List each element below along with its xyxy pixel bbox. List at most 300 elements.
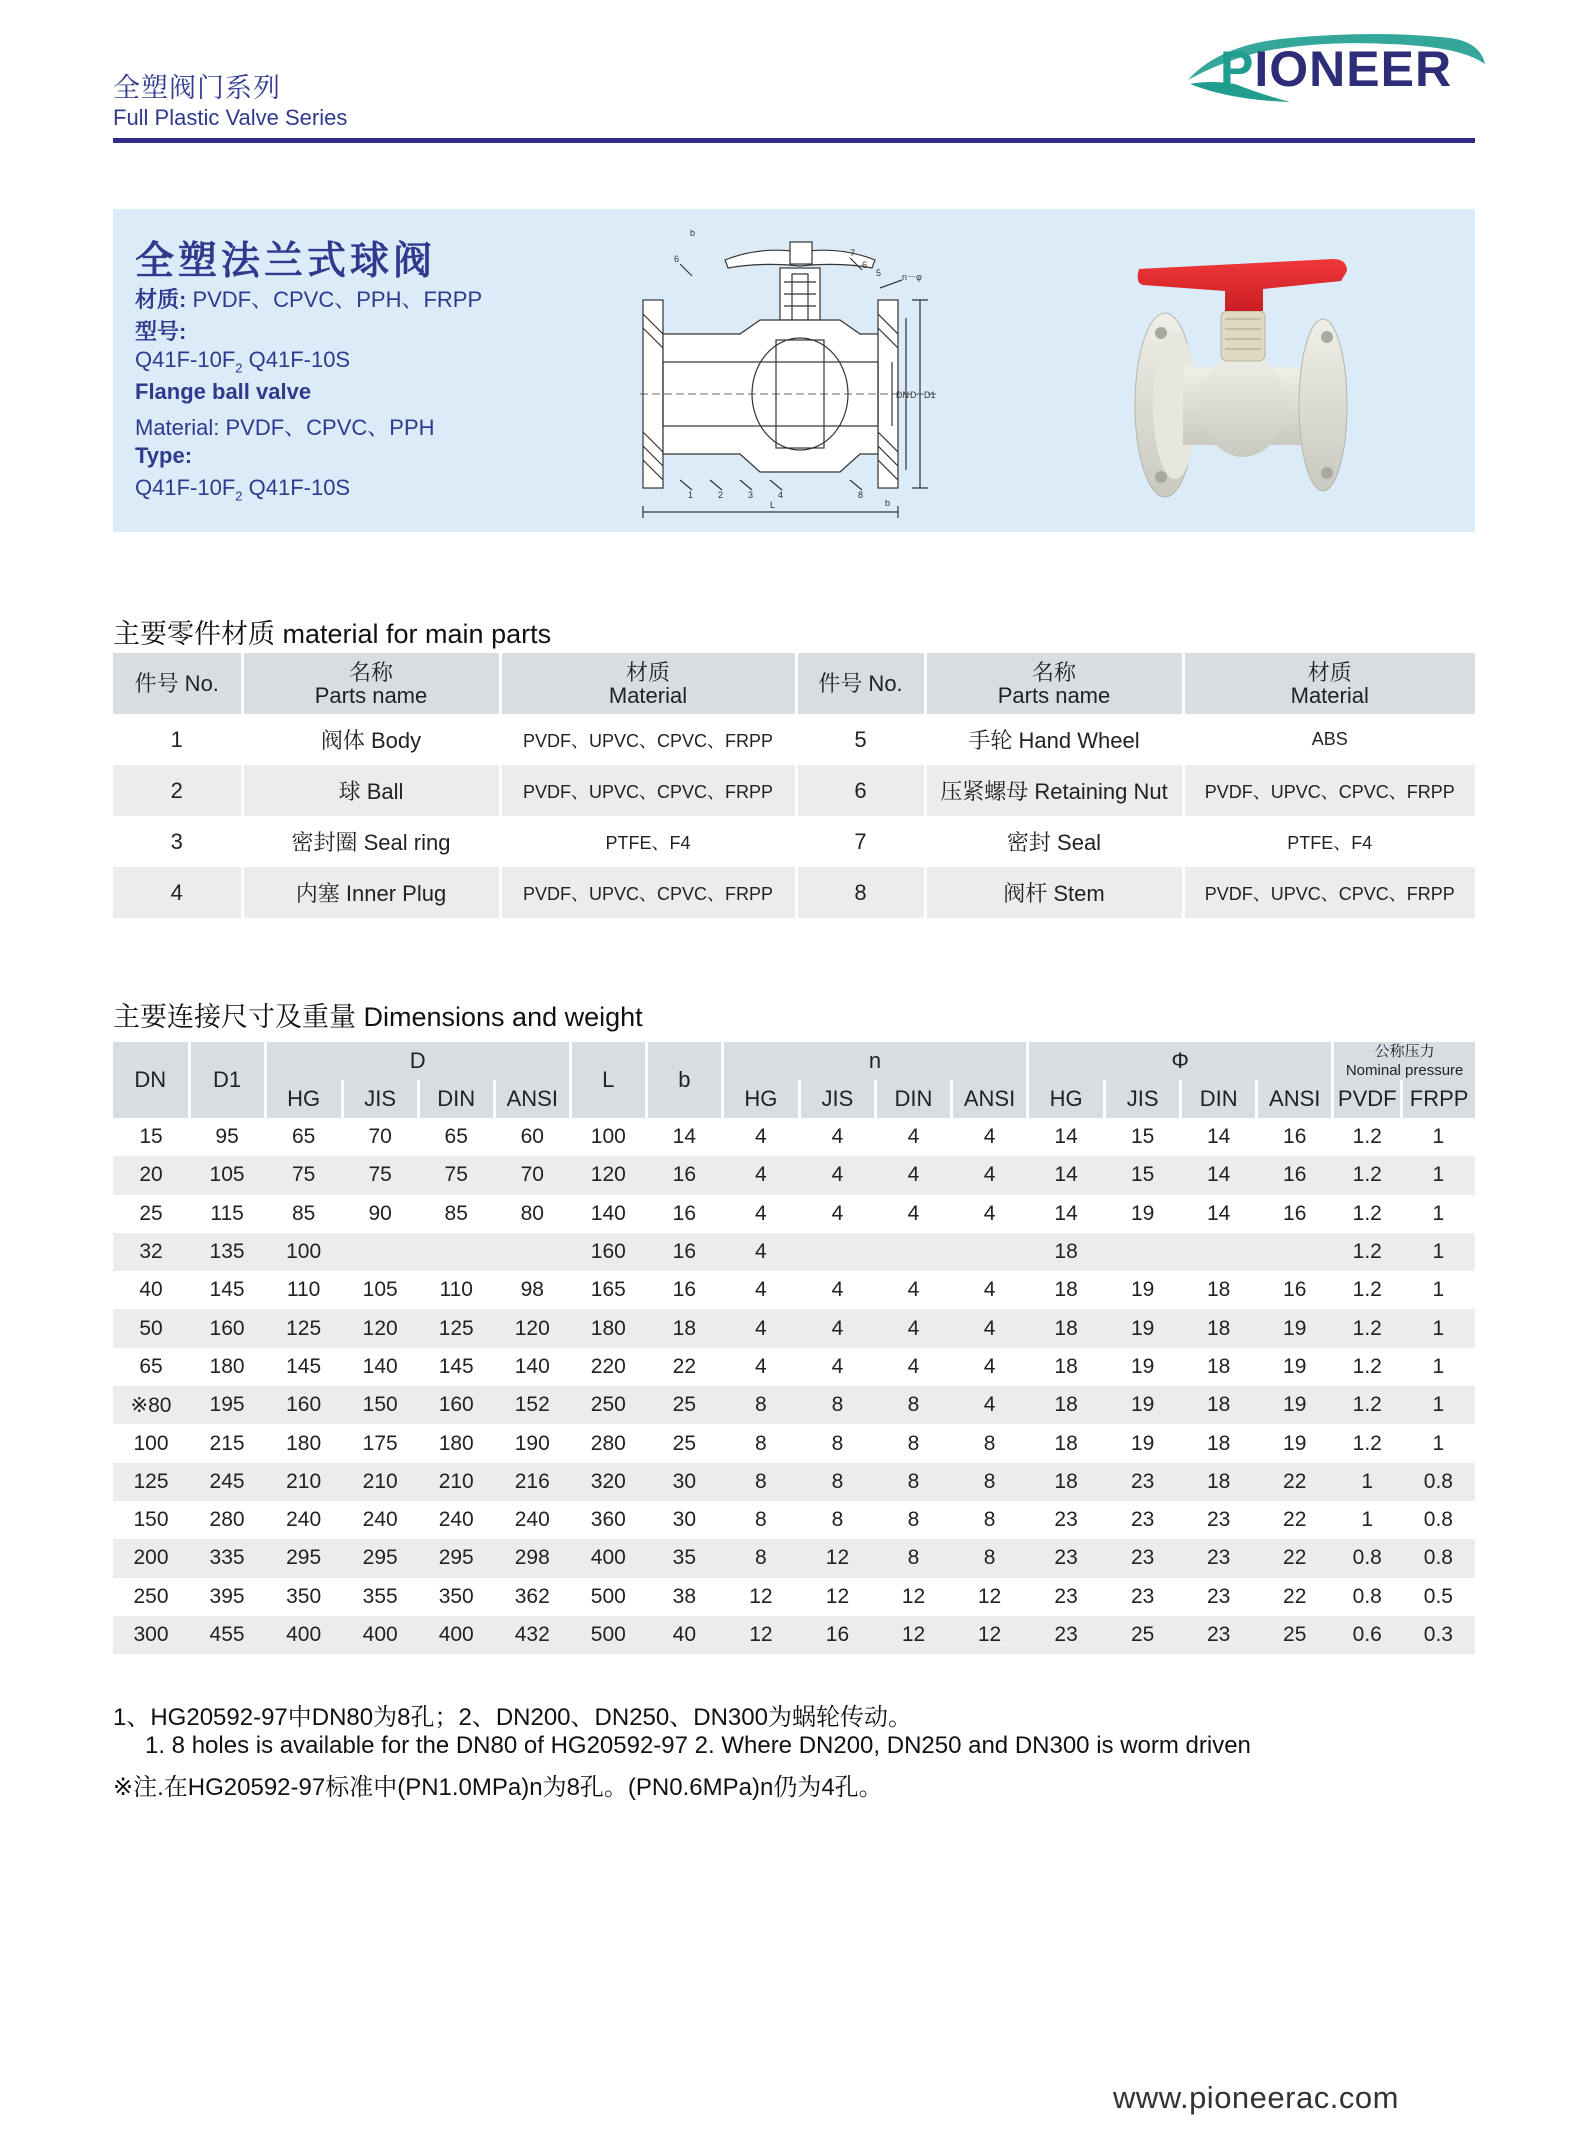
- table-row: [113, 765, 1475, 816]
- dims-cell: 18: [1207, 1354, 1231, 1378]
- drawing-label-5: 5: [876, 268, 882, 278]
- dims-cell: 19: [1105, 1386, 1181, 1424]
- dims-cell: 4: [755, 1278, 767, 1302]
- dims-cell: 245: [189, 1463, 265, 1501]
- dims-cell: 250: [133, 1584, 169, 1608]
- dims-cell: 14: [1028, 1156, 1105, 1194]
- type-cn-label: [135, 315, 186, 346]
- dims-cell: 23: [1105, 1463, 1181, 1501]
- dims-header-row-2: [113, 1080, 1475, 1118]
- dims-body: [113, 1118, 1475, 1654]
- dims-cell: 65: [139, 1354, 163, 1378]
- table-row: [113, 1463, 1475, 1501]
- dims-cell: 22: [672, 1354, 697, 1378]
- material-en: Material: PVDF、CPVC、PPH: [135, 415, 435, 440]
- dims-cell: 8: [875, 1539, 951, 1577]
- dims-cell: 400: [418, 1616, 494, 1654]
- table-row: [113, 1195, 1475, 1233]
- dims-cell: 320: [570, 1463, 646, 1501]
- dims-cell: 19: [1283, 1354, 1307, 1378]
- dims-cell: 4: [952, 1309, 1028, 1347]
- dims-cell: 0.8: [1352, 1584, 1382, 1608]
- dims-cell: 4: [983, 1354, 996, 1378]
- dims-cell: 125: [265, 1309, 342, 1347]
- dims-cell: 4: [907, 1354, 920, 1378]
- header-divider: [113, 138, 1475, 143]
- dims-cell: 1: [1402, 1386, 1475, 1424]
- dims-cell: 1: [1432, 1431, 1445, 1455]
- part-name: 压紧螺母 Retaining Nut: [925, 765, 1183, 816]
- dims-cell: 1: [1432, 1354, 1445, 1378]
- part-material: PVDF、UPVC、CPVC、FRPP: [500, 714, 796, 765]
- table-row: [113, 1578, 1475, 1616]
- part-name: 密封 Seal: [925, 816, 1183, 867]
- dims-cell: 18: [1028, 1233, 1105, 1271]
- sub-header-hg: HG: [722, 1080, 799, 1118]
- dims-cell: 8: [831, 1431, 844, 1455]
- part-material: PVDF、UPVC、CPVC、FRPP: [1183, 867, 1475, 918]
- table-row: [113, 1501, 1475, 1539]
- dims-cell: 4: [907, 1201, 920, 1225]
- dims-cell: 30: [646, 1463, 722, 1501]
- drawing-label-l: L: [770, 500, 776, 510]
- dims-cell: 150: [342, 1386, 418, 1424]
- dims-cell: 432: [494, 1616, 570, 1654]
- table-row: [113, 1348, 1475, 1386]
- dims-cell: [1105, 1233, 1181, 1271]
- dims-section-title: 主要连接尺寸及重量 Dimensions and weight: [113, 1002, 643, 1032]
- table-row: [113, 1233, 1475, 1271]
- dims-cell: 30: [672, 1508, 697, 1532]
- dims-cell: 295: [418, 1539, 494, 1577]
- dims-cell: 18: [1054, 1354, 1078, 1378]
- dims-cell: 180: [209, 1354, 245, 1378]
- dims-cell: 190: [514, 1431, 550, 1455]
- sub-header-jis: JIS: [799, 1080, 875, 1118]
- dims-cell: 19: [1130, 1201, 1155, 1225]
- col-header-dn: DN: [113, 1042, 189, 1118]
- dims-cell: 100: [265, 1233, 342, 1271]
- dims-cell: 105: [189, 1156, 265, 1194]
- valve-cross-section-drawing: [640, 222, 950, 522]
- dims-cell: 23: [1054, 1508, 1078, 1532]
- dims-cell: 216: [494, 1463, 570, 1501]
- dims-cell: 98: [520, 1278, 544, 1302]
- dims-cell: 0.8: [1402, 1539, 1475, 1577]
- dims-cell: 23: [1028, 1616, 1105, 1654]
- dims-cell: 4: [983, 1125, 996, 1149]
- dims-cell: 40: [646, 1616, 722, 1654]
- part-no: 6: [796, 765, 925, 816]
- parts-header-row: [113, 653, 1475, 714]
- dims-cell: 60: [520, 1125, 544, 1149]
- sub-header-ansi: ANSI: [1257, 1080, 1333, 1118]
- dims-cell: 4: [722, 1156, 799, 1194]
- dims-cell: 18: [1207, 1431, 1231, 1455]
- dims-cell: 23: [1105, 1539, 1181, 1577]
- dims-cell: 14: [1207, 1125, 1231, 1149]
- dims-cell: 180: [286, 1431, 322, 1455]
- logo-letters-rest: IONEER: [1254, 41, 1453, 97]
- dims-cell: 125: [113, 1463, 189, 1501]
- col-header-name2-en: Parts name: [997, 682, 1111, 708]
- dims-cell: 23: [1054, 1584, 1078, 1608]
- dims-cell: 350: [286, 1584, 322, 1608]
- dims-cell: 18: [1028, 1463, 1105, 1501]
- part-material: PTFE、F4: [1287, 832, 1373, 853]
- col-header-name-cn: 名称: [348, 659, 393, 685]
- dims-cell: 160: [418, 1386, 494, 1424]
- drawing-label-dn: DN: [896, 390, 909, 400]
- dims-cell: 4: [722, 1309, 799, 1347]
- dims-cell: 400: [342, 1616, 418, 1654]
- dims-cell: 1.2: [1352, 1125, 1382, 1149]
- dims-cell: 362: [514, 1584, 550, 1608]
- model-b: Q41F-10S: [242, 347, 351, 372]
- dims-cell: [799, 1233, 875, 1271]
- website-url[interactable]: www.pioneerac.com: [1113, 2080, 1399, 2115]
- dims-cell: 4: [722, 1233, 799, 1271]
- col-header-material: [500, 653, 796, 714]
- dims-cell: 152: [494, 1386, 570, 1424]
- dims-cell: 0.8: [1423, 1508, 1453, 1532]
- dims-cell: 25: [1105, 1616, 1181, 1654]
- drawing-label-2: 2: [718, 490, 724, 500]
- dims-cell: 19: [1130, 1354, 1155, 1378]
- dims-cell: 1.2: [1352, 1431, 1382, 1455]
- dims-cell: 1: [1432, 1125, 1445, 1149]
- dims-cell: 8: [831, 1508, 844, 1532]
- dims-cell: 4: [875, 1156, 951, 1194]
- dims-cell: 220: [590, 1354, 626, 1378]
- table-row: [113, 714, 1475, 765]
- drawing-label-b-bottom: b: [885, 498, 891, 508]
- dims-cell: 355: [362, 1584, 398, 1608]
- product-panel: [113, 209, 1475, 532]
- dims-cell: 8: [799, 1386, 875, 1424]
- series-title-cn: 全塑阀门系列: [113, 73, 281, 103]
- table-row: [113, 1616, 1475, 1654]
- dims-cell: 400: [570, 1539, 646, 1577]
- dims-cell: 14: [672, 1125, 697, 1149]
- dims-cell: 16: [1283, 1125, 1307, 1149]
- dims-cell: 23: [1181, 1539, 1257, 1577]
- col-header-nominal-pressure: [1333, 1042, 1475, 1080]
- dims-cell: 12: [901, 1584, 926, 1608]
- dims-cell: [952, 1233, 1028, 1271]
- dims-cell: 0.6: [1333, 1616, 1402, 1654]
- part-material: PVDF、UPVC、CPVC、FRPP: [500, 867, 796, 918]
- dims-cell: 15: [1105, 1156, 1181, 1194]
- dims-cell: 8: [875, 1463, 951, 1501]
- col-header-name: [242, 653, 500, 714]
- dims-cell: [875, 1233, 951, 1271]
- dims-cell: 4: [831, 1125, 844, 1149]
- col-header-mat2-cn: 材质: [1307, 659, 1352, 685]
- dims-cell: 35: [646, 1539, 722, 1577]
- dims-cell: 22: [1283, 1508, 1307, 1532]
- sub-header-ansi: ANSI: [494, 1080, 570, 1118]
- dims-cell: 4: [952, 1386, 1028, 1424]
- model-c-sub: 2: [235, 488, 243, 504]
- dims-cell: 65: [444, 1125, 468, 1149]
- table-row: [113, 1424, 1475, 1462]
- models-en: [135, 475, 350, 503]
- dims-cell: 295: [265, 1539, 342, 1577]
- dims-cell: 500: [570, 1616, 646, 1654]
- part-name: 球 Ball: [242, 765, 500, 816]
- sub-header-pvdf: PVDF: [1333, 1080, 1402, 1118]
- dims-cell: 295: [342, 1539, 418, 1577]
- dims-cell: 19: [1130, 1431, 1155, 1455]
- dims-cell: [342, 1233, 418, 1271]
- dims-cell: [1181, 1233, 1257, 1271]
- dims-cell: 14: [1207, 1201, 1231, 1225]
- dims-cell: 180: [570, 1309, 646, 1347]
- drawing-label-d1: D1: [924, 390, 936, 400]
- dims-cell: 1: [1361, 1508, 1374, 1532]
- dims-cell: 18: [1181, 1309, 1257, 1347]
- table-row: [113, 1386, 1475, 1424]
- dims-cell: 12: [825, 1584, 850, 1608]
- dims-cell: 280: [209, 1508, 245, 1532]
- type-cn-label-text: 型号:: [135, 319, 187, 344]
- dims-cell: 80: [520, 1201, 544, 1225]
- drawing-label-3: 3: [748, 490, 754, 500]
- dims-cell: 25: [1257, 1616, 1333, 1654]
- col-header-n: n: [722, 1042, 1027, 1080]
- dims-cell: 1.2: [1333, 1386, 1402, 1424]
- dims-cell: 8: [722, 1539, 799, 1577]
- part-name: 阀杆 Stem: [925, 867, 1183, 918]
- dims-cell: 8: [755, 1431, 767, 1455]
- dims-cell: 1: [1402, 1156, 1475, 1194]
- sub-header-jis: JIS: [342, 1080, 418, 1118]
- note-line-1: 1、HG20592-97中DN80为8孔；2、DN200、DN250、DN300为蜗轮传动。: [113, 1704, 912, 1731]
- dims-cell: 23: [1207, 1508, 1231, 1532]
- dims-cell: 18: [1054, 1278, 1078, 1302]
- dims-cell: 16: [1283, 1201, 1307, 1225]
- sub-header-jis: JIS: [1105, 1080, 1181, 1118]
- part-material: ABS: [1311, 729, 1348, 749]
- models-cn: [135, 347, 350, 375]
- dims-cell: 160: [265, 1386, 342, 1424]
- dims-cell: 110: [439, 1278, 473, 1302]
- dims-cell: 1: [1333, 1463, 1402, 1501]
- drawing-label-7: 7: [850, 248, 856, 258]
- dims-cell: 8: [799, 1463, 875, 1501]
- dims-cell: 160: [189, 1309, 265, 1347]
- dims-cell: 140: [514, 1354, 550, 1378]
- material-cn-value: PVDF、CPVC、PPH、FRPP: [186, 287, 483, 312]
- dims-cell: 4: [831, 1201, 844, 1225]
- dims-cell: 40: [139, 1278, 163, 1302]
- dims-cell: 120: [342, 1309, 418, 1347]
- dims-cell: 50: [113, 1309, 189, 1347]
- dims-cell: 18: [1054, 1431, 1078, 1455]
- drawing-label-d: D: [910, 390, 917, 400]
- part-name: 内塞 Inner Plug: [242, 867, 500, 918]
- dims-cell: 16: [799, 1616, 875, 1654]
- dims-cell: 25: [646, 1386, 722, 1424]
- type-en-label: [135, 443, 192, 469]
- dims-cell: 0.8: [1402, 1463, 1475, 1501]
- dims-cell: 1: [1402, 1233, 1475, 1271]
- dims-cell: 18: [1028, 1386, 1105, 1424]
- dims-cell: 100: [133, 1431, 169, 1455]
- dims-cell: 25: [139, 1201, 163, 1225]
- dims-cell: 19: [1257, 1386, 1333, 1424]
- part-material: PVDF、UPVC、CPVC、FRPP: [1183, 765, 1475, 816]
- dimensions-table: [113, 1042, 1475, 1654]
- dims-cell: 32: [113, 1233, 189, 1271]
- col-header-material-2: [1183, 653, 1475, 714]
- parts-material-table: [113, 653, 1475, 918]
- dims-cell: 4: [799, 1309, 875, 1347]
- col-header-name2-cn: 名称: [1031, 659, 1076, 685]
- sub-header-frpp: FRPP: [1402, 1080, 1475, 1118]
- dims-cell: 4: [875, 1309, 951, 1347]
- dims-cell: 38: [672, 1584, 697, 1608]
- dims-cell: 23: [1130, 1584, 1155, 1608]
- dims-cell: 16: [672, 1201, 697, 1225]
- part-no: 1: [113, 714, 242, 765]
- dims-cell: 195: [189, 1386, 265, 1424]
- part-material: PVDF、UPVC、CPVC、FRPP: [500, 765, 796, 816]
- col-header-mat2-en: Material: [1290, 682, 1369, 708]
- dims-cell: 125: [418, 1309, 494, 1347]
- valve-product-photo: [1133, 255, 1363, 505]
- dims-cell: 75: [418, 1156, 494, 1194]
- dims-cell: 140: [362, 1354, 398, 1378]
- dims-cell: 240: [514, 1508, 550, 1532]
- dims-cell: 90: [368, 1201, 392, 1225]
- dims-cell: 8: [755, 1508, 767, 1532]
- dims-cell: 500: [590, 1584, 626, 1608]
- drawing-label-1: 1: [688, 490, 694, 500]
- note-line-3: ※注.在HG20592-97标准中(PN1.0MPa)n为8孔。(PN0.6MPa)n仍为4孔。: [113, 1774, 883, 1801]
- logo-wordmark: [1220, 40, 1452, 98]
- table-row: [113, 1156, 1475, 1194]
- dims-cell: 335: [189, 1539, 265, 1577]
- table-row: [113, 867, 1475, 918]
- dims-cell: 1: [1432, 1278, 1445, 1302]
- dims-cell: 4: [983, 1201, 996, 1225]
- dims-cell: [418, 1233, 494, 1271]
- dims-cell: 1.2: [1352, 1354, 1382, 1378]
- sub-header-din: DIN: [875, 1080, 951, 1118]
- dims-cell: 20: [113, 1156, 189, 1194]
- dims-cell: 1.2: [1352, 1201, 1382, 1225]
- sub-header-din: DIN: [1181, 1080, 1257, 1118]
- dims-cell: 1: [1402, 1309, 1475, 1347]
- dims-cell: 85: [291, 1201, 316, 1225]
- dims-header-row-1: [113, 1042, 1475, 1080]
- dims-cell: 12: [749, 1584, 773, 1608]
- dims-cell: 8: [983, 1431, 996, 1455]
- dims-cell: 8: [952, 1539, 1028, 1577]
- dims-cell: 298: [494, 1539, 570, 1577]
- table-row: [113, 1539, 1475, 1577]
- dims-cell: 400: [265, 1616, 342, 1654]
- part-name: 手轮 Hand Wheel: [925, 714, 1183, 765]
- dims-cell: 210: [342, 1463, 418, 1501]
- table-row: [113, 1271, 1475, 1309]
- sub-header-hg: HG: [1028, 1080, 1105, 1118]
- dims-cell: 70: [494, 1156, 570, 1194]
- dims-cell: 100: [590, 1125, 626, 1149]
- dims-cell: 22: [1257, 1463, 1333, 1501]
- part-no: 7: [796, 816, 925, 867]
- dims-cell: 14: [1054, 1201, 1078, 1225]
- dims-cell: 75: [342, 1156, 418, 1194]
- dims-cell: 4: [755, 1201, 767, 1225]
- dims-cell: 1: [1432, 1201, 1445, 1225]
- dims-cell: 22: [1283, 1584, 1307, 1608]
- dims-cell: 16: [672, 1278, 697, 1302]
- dims-cell: 300: [113, 1616, 189, 1654]
- dims-cell: 360: [590, 1508, 626, 1532]
- dims-cell: 19: [1130, 1278, 1155, 1302]
- material-cn-label: 材质:: [135, 287, 187, 312]
- dims-cell: 280: [590, 1431, 626, 1455]
- part-no: 2: [113, 765, 242, 816]
- np-cn: 公称压力: [1374, 1043, 1435, 1060]
- dims-cell: 240: [438, 1508, 474, 1532]
- col-header-no: 件号 No.: [113, 653, 242, 714]
- dims-cell: 23: [1130, 1508, 1155, 1532]
- dims-cell: 19: [1283, 1431, 1307, 1455]
- drawing-label-4: 4: [778, 490, 784, 500]
- dims-cell: [494, 1233, 570, 1271]
- series-title-en: Full Plastic Valve Series: [113, 105, 348, 130]
- dims-cell: 250: [570, 1386, 646, 1424]
- dims-cell: 120: [494, 1309, 570, 1347]
- dims-cell: 145: [286, 1354, 322, 1378]
- dims-cell: 145: [209, 1278, 245, 1302]
- dims-cell: 8: [907, 1431, 920, 1455]
- dims-cell: 135: [189, 1233, 265, 1271]
- dims-cell: 12: [952, 1616, 1028, 1654]
- note-line-2: 1. 8 holes is available for the DN80 of HG20592-97 2. Where DN200, DN250 and DN300 is worm driven: [145, 1732, 1251, 1759]
- part-no: 4: [113, 867, 242, 918]
- dims-cell: 1.2: [1352, 1278, 1382, 1302]
- logo-letter-p: P: [1220, 41, 1255, 97]
- dims-cell: 12: [977, 1584, 1002, 1608]
- dims-cell: 12: [799, 1539, 875, 1577]
- drawing-label-6-right: 6: [862, 260, 868, 270]
- type-en-label-text: Type:: [135, 443, 193, 468]
- dims-cell: 65: [291, 1125, 316, 1149]
- dims-cell: 210: [418, 1463, 494, 1501]
- part-no: 5: [796, 714, 925, 765]
- dims-cell: 115: [210, 1201, 244, 1225]
- drawing-label-b-top: b: [690, 228, 696, 238]
- dims-cell: 18: [1028, 1309, 1105, 1347]
- dims-cell: 8: [907, 1508, 920, 1532]
- col-header-name-en: Parts name: [314, 682, 428, 708]
- dims-cell: 395: [209, 1584, 245, 1608]
- part-no: 8: [796, 867, 925, 918]
- col-header-b: b: [646, 1042, 722, 1118]
- dims-cell: 145: [438, 1354, 474, 1378]
- col-header-no-2: 件号 No.: [796, 653, 925, 714]
- dims-cell: 18: [1181, 1386, 1257, 1424]
- dims-cell: 0.5: [1423, 1584, 1453, 1608]
- dims-cell: 0.8: [1333, 1539, 1402, 1577]
- table-row: [113, 816, 1475, 867]
- dims-cell: 4: [952, 1156, 1028, 1194]
